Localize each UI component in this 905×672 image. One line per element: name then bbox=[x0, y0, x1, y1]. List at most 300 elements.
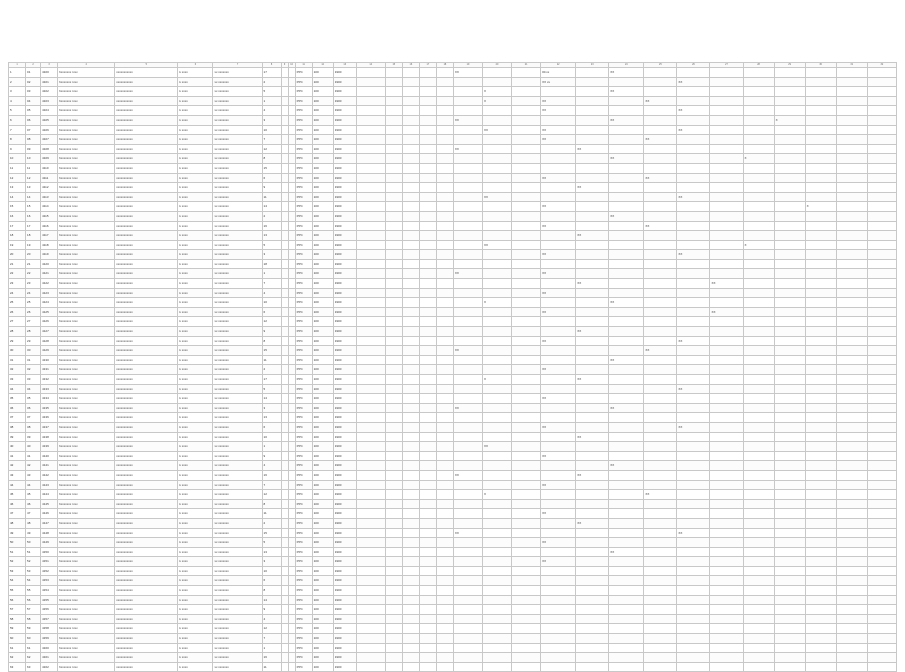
table-cell[interactable]: xx xxxxxxx bbox=[213, 499, 262, 509]
table-cell[interactable]: 100 bbox=[312, 643, 333, 653]
table-cell[interactable]: xx xxxxxxx bbox=[213, 96, 262, 106]
table-cell[interactable]: 15 bbox=[9, 202, 26, 212]
table-cell[interactable]: 28 bbox=[26, 327, 41, 337]
table-cell[interactable] bbox=[402, 115, 419, 125]
table-cell[interactable] bbox=[710, 336, 743, 346]
table-cell[interactable] bbox=[512, 413, 541, 423]
table-cell[interactable]: 6 bbox=[262, 173, 281, 183]
table-cell[interactable] bbox=[281, 566, 288, 576]
table-cell[interactable]: XX bbox=[644, 173, 677, 183]
table-cell[interactable] bbox=[774, 662, 805, 672]
table-cell[interactable] bbox=[385, 557, 402, 567]
table-cell[interactable] bbox=[288, 480, 295, 490]
table-cell[interactable]: 100 bbox=[312, 250, 333, 260]
table-cell[interactable] bbox=[836, 87, 867, 97]
table-cell[interactable]: 100 bbox=[312, 211, 333, 221]
table-cell[interactable] bbox=[609, 595, 644, 605]
table-cell[interactable]: X bbox=[482, 298, 511, 308]
table-cell[interactable] bbox=[512, 634, 541, 644]
table-cell[interactable] bbox=[288, 538, 295, 548]
table-cell[interactable] bbox=[774, 77, 805, 87]
table-cell[interactable]: k xxxx bbox=[178, 96, 213, 106]
table-cell[interactable]: PPC bbox=[295, 87, 312, 97]
table-cell[interactable] bbox=[402, 547, 419, 557]
table-cell[interactable] bbox=[743, 307, 774, 317]
table-cell[interactable] bbox=[402, 403, 419, 413]
column-header[interactable]: 4 bbox=[58, 63, 115, 68]
table-cell[interactable] bbox=[281, 595, 288, 605]
table-cell[interactable] bbox=[482, 413, 511, 423]
table-cell[interactable] bbox=[288, 634, 295, 644]
table-cell[interactable]: xxxxxxxxxxx bbox=[115, 221, 178, 231]
table-cell[interactable] bbox=[385, 480, 402, 490]
table-cell[interactable]: 1900 bbox=[333, 442, 356, 452]
table-cell[interactable]: k xxxx bbox=[178, 135, 213, 145]
table-cell[interactable]: k xxxx bbox=[178, 461, 213, 471]
table-cell[interactable] bbox=[419, 279, 436, 289]
table-cell[interactable] bbox=[677, 355, 710, 365]
table-cell[interactable] bbox=[436, 470, 453, 480]
table-cell[interactable]: XX bbox=[576, 279, 609, 289]
table-cell[interactable]: xxxxxxxxxxx bbox=[115, 547, 178, 557]
table-cell[interactable]: 17 bbox=[262, 68, 281, 78]
table-cell[interactable] bbox=[609, 327, 644, 337]
table-cell[interactable] bbox=[710, 566, 743, 576]
table-cell[interactable]: XX bbox=[609, 461, 644, 471]
table-cell[interactable]: 35 bbox=[9, 394, 26, 404]
table-cell[interactable] bbox=[281, 144, 288, 154]
table-cell[interactable] bbox=[288, 413, 295, 423]
table-cell[interactable] bbox=[356, 202, 385, 212]
table-cell[interactable] bbox=[453, 231, 482, 241]
table-cell[interactable] bbox=[281, 163, 288, 173]
table-cell[interactable] bbox=[836, 413, 867, 423]
table-cell[interactable] bbox=[453, 461, 482, 471]
table-cell[interactable] bbox=[281, 77, 288, 87]
table-cell[interactable]: 100 bbox=[312, 231, 333, 241]
table-cell[interactable] bbox=[576, 163, 609, 173]
table-cell[interactable]: 37 bbox=[26, 413, 41, 423]
table-cell[interactable] bbox=[385, 144, 402, 154]
table-cell[interactable]: 1900 bbox=[333, 634, 356, 644]
table-cell[interactable] bbox=[356, 259, 385, 269]
table-cell[interactable] bbox=[356, 298, 385, 308]
table-cell[interactable] bbox=[356, 614, 385, 624]
table-cell[interactable] bbox=[867, 221, 896, 231]
table-cell[interactable] bbox=[512, 557, 541, 567]
table-cell[interactable]: 28 bbox=[9, 327, 26, 337]
table-cell[interactable]: XX bbox=[644, 490, 677, 500]
table-cell[interactable] bbox=[419, 144, 436, 154]
table-cell[interactable] bbox=[385, 307, 402, 317]
table-cell[interactable] bbox=[836, 259, 867, 269]
table-cell[interactable]: 1900 bbox=[333, 528, 356, 538]
table-cell[interactable] bbox=[805, 528, 836, 538]
table-cell[interactable] bbox=[482, 394, 511, 404]
table-cell[interactable] bbox=[402, 480, 419, 490]
table-cell[interactable] bbox=[385, 77, 402, 87]
table-cell[interactable] bbox=[288, 288, 295, 298]
table-cell[interactable] bbox=[402, 422, 419, 432]
table-cell[interactable]: hxxxxxxx rxxx bbox=[58, 250, 115, 260]
table-cell[interactable]: 1900 bbox=[333, 346, 356, 356]
table-cell[interactable]: 100 bbox=[312, 307, 333, 317]
table-cell[interactable] bbox=[867, 173, 896, 183]
table-cell[interactable] bbox=[512, 451, 541, 461]
table-cell[interactable] bbox=[281, 250, 288, 260]
table-cell[interactable] bbox=[805, 336, 836, 346]
table-cell[interactable] bbox=[710, 576, 743, 586]
table-cell[interactable]: 1900 bbox=[333, 557, 356, 567]
table-cell[interactable] bbox=[385, 192, 402, 202]
table-cell[interactable] bbox=[281, 96, 288, 106]
table-cell[interactable] bbox=[677, 509, 710, 519]
table-cell[interactable]: 100 bbox=[312, 518, 333, 528]
table-cell[interactable] bbox=[743, 509, 774, 519]
table-cell[interactable]: 1900 bbox=[333, 403, 356, 413]
table-cell[interactable] bbox=[402, 605, 419, 615]
table-cell[interactable] bbox=[710, 173, 743, 183]
table-cell[interactable] bbox=[385, 442, 402, 452]
table-cell[interactable]: 16 bbox=[9, 211, 26, 221]
table-cell[interactable] bbox=[436, 403, 453, 413]
table-cell[interactable]: xxxxxxxxxxx bbox=[115, 154, 178, 164]
table-cell[interactable] bbox=[436, 346, 453, 356]
table-cell[interactable] bbox=[419, 115, 436, 125]
table-cell[interactable] bbox=[512, 183, 541, 193]
table-cell[interactable] bbox=[609, 384, 644, 394]
table-cell[interactable] bbox=[288, 557, 295, 567]
table-cell[interactable] bbox=[743, 115, 774, 125]
table-cell[interactable] bbox=[774, 317, 805, 327]
table-cell[interactable] bbox=[867, 250, 896, 260]
table-cell[interactable] bbox=[541, 653, 576, 663]
table-cell[interactable] bbox=[710, 461, 743, 471]
table-cell[interactable]: xx xxxxxxx bbox=[213, 144, 262, 154]
table-cell[interactable] bbox=[436, 375, 453, 385]
table-cell[interactable] bbox=[644, 144, 677, 154]
table-cell[interactable] bbox=[867, 231, 896, 241]
table-cell[interactable] bbox=[805, 269, 836, 279]
table-cell[interactable] bbox=[805, 480, 836, 490]
table-cell[interactable] bbox=[356, 279, 385, 289]
table-cell[interactable]: xxxxxxxxxxx bbox=[115, 307, 178, 317]
table-cell[interactable]: hxxxxxxx rxxx bbox=[58, 183, 115, 193]
table-cell[interactable]: 1900 bbox=[333, 173, 356, 183]
table-cell[interactable] bbox=[609, 442, 644, 452]
table-cell[interactable] bbox=[677, 576, 710, 586]
table-cell[interactable] bbox=[805, 662, 836, 672]
table-cell[interactable]: 20 bbox=[26, 250, 41, 260]
table-cell[interactable]: 00.xx bbox=[541, 68, 576, 78]
table-cell[interactable]: 1900 bbox=[333, 211, 356, 221]
table-cell[interactable] bbox=[356, 605, 385, 615]
table-cell[interactable] bbox=[436, 595, 453, 605]
table-cell[interactable] bbox=[774, 624, 805, 634]
table-cell[interactable] bbox=[541, 461, 576, 471]
table-cell[interactable] bbox=[288, 432, 295, 442]
table-cell[interactable]: hxxxxxxx rxxx bbox=[58, 336, 115, 346]
table-cell[interactable]: hxxxxxxx rxxx bbox=[58, 231, 115, 241]
table-cell[interactable] bbox=[356, 346, 385, 356]
table-cell[interactable] bbox=[512, 115, 541, 125]
table-cell[interactable] bbox=[541, 375, 576, 385]
table-cell[interactable] bbox=[576, 298, 609, 308]
table-cell[interactable] bbox=[419, 355, 436, 365]
table-cell[interactable]: xxxxxxxxxxx bbox=[115, 576, 178, 586]
table-cell[interactable]: 100 bbox=[312, 470, 333, 480]
table-cell[interactable]: hxxxxxxx rxxx bbox=[58, 317, 115, 327]
table-cell[interactable]: 1900 bbox=[333, 250, 356, 260]
table-cell[interactable] bbox=[710, 106, 743, 116]
table-cell[interactable]: 100 bbox=[312, 221, 333, 231]
table-cell[interactable]: XX bbox=[576, 231, 609, 241]
table-cell[interactable] bbox=[774, 470, 805, 480]
table-cell[interactable] bbox=[609, 394, 644, 404]
table-cell[interactable] bbox=[867, 163, 896, 173]
column-header[interactable]: 24 bbox=[609, 63, 644, 68]
table-cell[interactable] bbox=[609, 77, 644, 87]
table-cell[interactable]: xxxxxxxxxxx bbox=[115, 375, 178, 385]
table-cell[interactable]: 45 bbox=[9, 490, 26, 500]
table-cell[interactable] bbox=[677, 183, 710, 193]
table-cell[interactable]: XX bbox=[453, 403, 482, 413]
table-cell[interactable] bbox=[774, 643, 805, 653]
table-cell[interactable] bbox=[710, 87, 743, 97]
table-cell[interactable] bbox=[356, 662, 385, 672]
table-cell[interactable] bbox=[482, 115, 511, 125]
table-cell[interactable]: 1900 bbox=[333, 461, 356, 471]
table-cell[interactable]: 1900 bbox=[333, 125, 356, 135]
table-cell[interactable] bbox=[385, 470, 402, 480]
table-cell[interactable] bbox=[644, 576, 677, 586]
table-cell[interactable] bbox=[867, 557, 896, 567]
table-cell[interactable] bbox=[356, 173, 385, 183]
table-cell[interactable] bbox=[402, 327, 419, 337]
table-cell[interactable]: 1900 bbox=[333, 375, 356, 385]
table-cell[interactable] bbox=[402, 288, 419, 298]
table-cell[interactable] bbox=[743, 614, 774, 624]
table-cell[interactable] bbox=[402, 77, 419, 87]
table-cell[interactable]: xxxxxxxxxxx bbox=[115, 288, 178, 298]
table-cell[interactable]: 3 bbox=[262, 250, 281, 260]
table-cell[interactable] bbox=[419, 490, 436, 500]
table-cell[interactable] bbox=[482, 183, 511, 193]
table-cell[interactable] bbox=[644, 614, 677, 624]
table-cell[interactable] bbox=[743, 375, 774, 385]
table-cell[interactable]: xxxxxxxxxxx bbox=[115, 470, 178, 480]
table-cell[interactable] bbox=[453, 480, 482, 490]
table-cell[interactable]: 4120 bbox=[41, 259, 58, 269]
table-cell[interactable]: k xxxx bbox=[178, 211, 213, 221]
table-cell[interactable] bbox=[288, 144, 295, 154]
table-cell[interactable]: 4157 bbox=[41, 614, 58, 624]
table-cell[interactable] bbox=[281, 183, 288, 193]
table-cell[interactable] bbox=[805, 163, 836, 173]
table-cell[interactable] bbox=[677, 240, 710, 250]
table-cell[interactable] bbox=[402, 317, 419, 327]
table-cell[interactable] bbox=[677, 317, 710, 327]
table-cell[interactable]: 1900 bbox=[333, 144, 356, 154]
table-cell[interactable] bbox=[288, 509, 295, 519]
table-cell[interactable] bbox=[774, 518, 805, 528]
table-cell[interactable] bbox=[512, 240, 541, 250]
table-cell[interactable] bbox=[356, 125, 385, 135]
table-cell[interactable] bbox=[512, 269, 541, 279]
table-cell[interactable] bbox=[512, 307, 541, 317]
table-cell[interactable] bbox=[743, 327, 774, 337]
table-cell[interactable] bbox=[774, 509, 805, 519]
table-cell[interactable] bbox=[576, 346, 609, 356]
table-cell[interactable] bbox=[743, 365, 774, 375]
table-cell[interactable] bbox=[609, 125, 644, 135]
table-cell[interactable] bbox=[419, 307, 436, 317]
table-cell[interactable]: hxxxxxxx rxxx bbox=[58, 605, 115, 615]
table-cell[interactable]: 55 bbox=[9, 586, 26, 596]
table-cell[interactable] bbox=[541, 403, 576, 413]
column-header[interactable]: 7 bbox=[213, 63, 262, 68]
table-cell[interactable]: xxxxxxxxxxx bbox=[115, 87, 178, 97]
table-cell[interactable]: hxxxxxxx rxxx bbox=[58, 461, 115, 471]
table-cell[interactable]: hxxxxxxx rxxx bbox=[58, 634, 115, 644]
table-cell[interactable] bbox=[609, 557, 644, 567]
table-cell[interactable] bbox=[356, 442, 385, 452]
table-cell[interactable] bbox=[541, 518, 576, 528]
column-header[interactable]: 19 bbox=[453, 63, 482, 68]
table-cell[interactable]: 6 bbox=[9, 115, 26, 125]
table-cell[interactable] bbox=[644, 87, 677, 97]
table-cell[interactable]: PPC bbox=[295, 576, 312, 586]
table-cell[interactable]: 3 bbox=[262, 557, 281, 567]
table-cell[interactable]: xxxxxxxxxxx bbox=[115, 106, 178, 116]
table-cell[interactable] bbox=[867, 317, 896, 327]
table-cell[interactable] bbox=[482, 614, 511, 624]
table-cell[interactable] bbox=[576, 586, 609, 596]
table-cell[interactable]: 56 bbox=[26, 595, 41, 605]
table-cell[interactable] bbox=[436, 259, 453, 269]
table-cell[interactable] bbox=[576, 490, 609, 500]
table-cell[interactable]: hxxxxxxx rxxx bbox=[58, 115, 115, 125]
table-cell[interactable] bbox=[453, 106, 482, 116]
table-cell[interactable] bbox=[356, 518, 385, 528]
table-cell[interactable]: PPC bbox=[295, 538, 312, 548]
table-cell[interactable] bbox=[281, 279, 288, 289]
table-cell[interactable]: xxxxxxxxxxx bbox=[115, 183, 178, 193]
table-cell[interactable] bbox=[436, 662, 453, 672]
table-cell[interactable] bbox=[609, 144, 644, 154]
table-cell[interactable] bbox=[644, 68, 677, 78]
table-cell[interactable]: PPC bbox=[295, 518, 312, 528]
table-cell[interactable]: xx xxxxxxx bbox=[213, 461, 262, 471]
table-cell[interactable] bbox=[512, 528, 541, 538]
table-cell[interactable]: xxxxxxxxxxx bbox=[115, 259, 178, 269]
table-cell[interactable] bbox=[512, 96, 541, 106]
table-cell[interactable]: 4110 bbox=[41, 163, 58, 173]
table-cell[interactable] bbox=[743, 269, 774, 279]
table-cell[interactable] bbox=[385, 240, 402, 250]
table-cell[interactable] bbox=[710, 518, 743, 528]
table-cell[interactable] bbox=[288, 317, 295, 327]
table-cell[interactable] bbox=[356, 557, 385, 567]
table-cell[interactable] bbox=[836, 528, 867, 538]
table-cell[interactable]: xx xxxxxxx bbox=[213, 586, 262, 596]
table-cell[interactable] bbox=[743, 317, 774, 327]
table-cell[interactable] bbox=[385, 375, 402, 385]
table-cell[interactable]: k xxxx bbox=[178, 221, 213, 231]
table-cell[interactable] bbox=[385, 634, 402, 644]
table-cell[interactable]: k xxxx bbox=[178, 231, 213, 241]
table-cell[interactable] bbox=[836, 336, 867, 346]
table-cell[interactable] bbox=[867, 653, 896, 663]
table-cell[interactable]: hxxxxxxx rxxx bbox=[58, 106, 115, 116]
table-cell[interactable]: 1 bbox=[9, 68, 26, 78]
table-cell[interactable]: PPC bbox=[295, 202, 312, 212]
table-cell[interactable]: 01 bbox=[26, 68, 41, 78]
table-cell[interactable] bbox=[576, 634, 609, 644]
table-cell[interactable] bbox=[281, 662, 288, 672]
table-cell[interactable] bbox=[281, 336, 288, 346]
table-cell[interactable]: 11 bbox=[262, 509, 281, 519]
table-cell[interactable] bbox=[281, 432, 288, 442]
table-cell[interactable] bbox=[867, 451, 896, 461]
table-cell[interactable]: 21 bbox=[9, 259, 26, 269]
table-cell[interactable] bbox=[836, 538, 867, 548]
table-cell[interactable] bbox=[356, 653, 385, 663]
column-header[interactable]: 14 bbox=[356, 63, 385, 68]
table-cell[interactable] bbox=[677, 614, 710, 624]
table-cell[interactable]: 1900 bbox=[333, 394, 356, 404]
table-cell[interactable] bbox=[774, 154, 805, 164]
table-cell[interactable] bbox=[385, 211, 402, 221]
table-cell[interactable]: k xxxx bbox=[178, 106, 213, 116]
table-cell[interactable]: 24 bbox=[9, 288, 26, 298]
table-cell[interactable] bbox=[774, 576, 805, 586]
table-cell[interactable]: 5 bbox=[262, 538, 281, 548]
table-cell[interactable]: xxxxxxxxxxx bbox=[115, 96, 178, 106]
table-cell[interactable] bbox=[436, 317, 453, 327]
table-cell[interactable] bbox=[576, 355, 609, 365]
table-cell[interactable]: PPC bbox=[295, 605, 312, 615]
table-cell[interactable] bbox=[644, 125, 677, 135]
table-cell[interactable] bbox=[281, 461, 288, 471]
table-cell[interactable] bbox=[402, 576, 419, 586]
table-cell[interactable] bbox=[836, 643, 867, 653]
table-cell[interactable] bbox=[644, 106, 677, 116]
column-header[interactable]: 15 bbox=[385, 63, 402, 68]
table-cell[interactable] bbox=[710, 240, 743, 250]
table-cell[interactable]: 100 bbox=[312, 68, 333, 78]
table-cell[interactable] bbox=[743, 87, 774, 97]
table-cell[interactable] bbox=[356, 432, 385, 442]
table-cell[interactable]: 4111 bbox=[41, 173, 58, 183]
table-cell[interactable] bbox=[402, 566, 419, 576]
table-cell[interactable]: 43 bbox=[9, 470, 26, 480]
table-cell[interactable] bbox=[867, 643, 896, 653]
table-cell[interactable] bbox=[385, 317, 402, 327]
column-header[interactable]: 28 bbox=[743, 63, 774, 68]
table-cell[interactable]: k xxxx bbox=[178, 375, 213, 385]
table-cell[interactable] bbox=[867, 403, 896, 413]
table-cell[interactable]: 1900 bbox=[333, 576, 356, 586]
table-cell[interactable] bbox=[805, 96, 836, 106]
table-cell[interactable]: xx xxxxxxx bbox=[213, 365, 262, 375]
table-cell[interactable]: XX bbox=[609, 115, 644, 125]
table-cell[interactable]: XX bbox=[541, 96, 576, 106]
table-cell[interactable]: k xxxx bbox=[178, 173, 213, 183]
table-cell[interactable]: 4139 bbox=[41, 442, 58, 452]
table-cell[interactable]: 100 bbox=[312, 202, 333, 212]
table-cell[interactable] bbox=[402, 221, 419, 231]
